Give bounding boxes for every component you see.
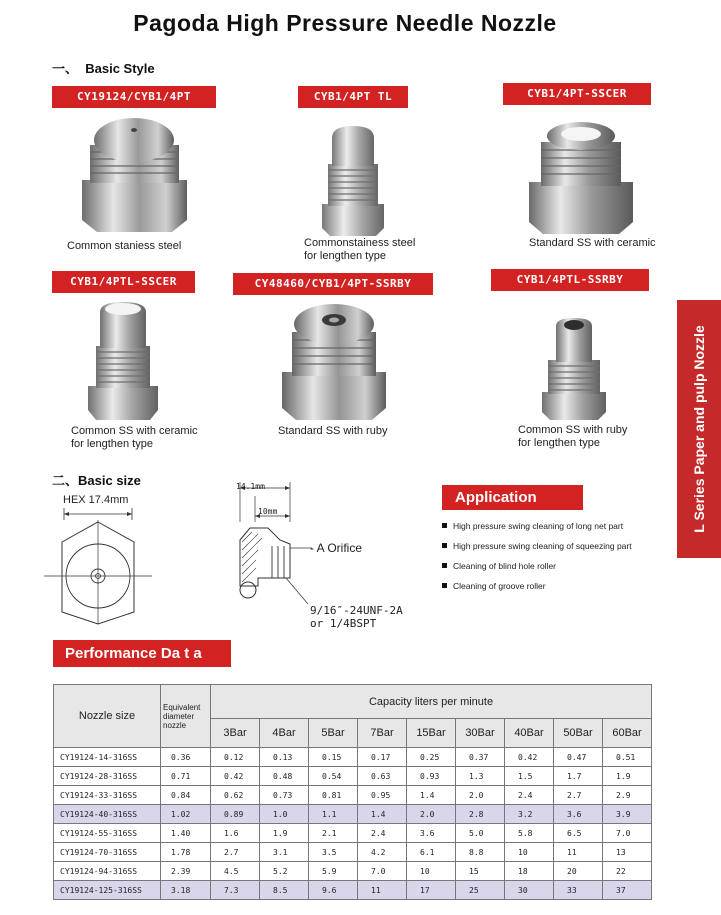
cell-capacity: 5.9 <box>309 862 358 881</box>
bullet-icon <box>442 583 447 588</box>
column-header-pressure: 40Bar <box>505 719 554 748</box>
section-number: 二、 <box>52 473 79 488</box>
product-label-3: CYB1/4PT-SSCER <box>503 83 651 105</box>
cell-diameter: 3.18 <box>161 881 211 900</box>
table-row <box>54 843 652 862</box>
cell-capacity: 1.9 <box>603 767 652 786</box>
product-image-4 <box>86 300 160 422</box>
cell-model: CY19124-40-316SS <box>54 805 161 824</box>
section-basic-size-header <box>52 470 141 489</box>
product-image-5 <box>278 298 390 423</box>
table-row <box>54 862 652 881</box>
column-header-pressure: 7Bar <box>358 719 407 748</box>
cell-capacity: 2.0 <box>407 805 456 824</box>
product-caption-2: Commonstainess steel for lengthen type <box>304 237 416 262</box>
cell-capacity: 5.8 <box>505 824 554 843</box>
cell-capacity: 37 <box>603 881 652 900</box>
cell-capacity: 1.4 <box>407 786 456 805</box>
cell-capacity: 0.12 <box>211 748 260 767</box>
cell-capacity: 1.1 <box>309 805 358 824</box>
section-basic-style-header <box>52 58 155 77</box>
column-header-pressure: 15Bar <box>407 719 456 748</box>
cell-capacity: 0.42 <box>505 748 554 767</box>
list-item: High pressure swing cleaning of squeezing part <box>442 541 677 551</box>
cell-capacity: 1.4 <box>358 805 407 824</box>
performance-header: Performance Da t a <box>53 640 231 667</box>
cell-capacity: 11 <box>358 881 407 900</box>
cell-capacity: 3.1 <box>260 843 309 862</box>
performance-table-body <box>54 748 652 900</box>
cell-diameter: 1.02 <box>161 805 211 824</box>
cell-capacity: 0.73 <box>260 786 309 805</box>
column-header-pressure: 3Bar <box>211 719 260 748</box>
cell-capacity: 0.37 <box>456 748 505 767</box>
cell-capacity: 22 <box>603 862 652 881</box>
section-title: Basic Style <box>85 61 155 76</box>
side-tab[interactable] <box>677 300 721 558</box>
product-label-5: CY48460/CYB1/4PT-SSRBY <box>233 273 433 295</box>
table-row <box>54 824 652 843</box>
cell-capacity: 30 <box>505 881 554 900</box>
column-header-diameter: Equivalent diameter nozzle <box>161 685 211 748</box>
cell-capacity: 0.17 <box>358 748 407 767</box>
product-caption-6: Common SS with ruby for lengthen type <box>518 424 628 449</box>
cell-capacity: 18 <box>505 862 554 881</box>
cell-capacity: 0.81 <box>309 786 358 805</box>
cell-capacity: 0.93 <box>407 767 456 786</box>
cell-capacity: 33 <box>554 881 603 900</box>
cell-capacity: 9.6 <box>309 881 358 900</box>
section-number: 一、 <box>52 61 79 76</box>
cell-capacity: 1.6 <box>211 824 260 843</box>
cell-capacity: 3.9 <box>603 805 652 824</box>
cell-capacity: 1.5 <box>505 767 554 786</box>
cell-model: CY19124-33-316SS <box>54 786 161 805</box>
product-caption-3: Standard SS with ceramic <box>529 237 656 249</box>
cell-capacity: 0.42 <box>211 767 260 786</box>
column-header-pressure: 30Bar <box>456 719 505 748</box>
cell-diameter: 1.78 <box>161 843 211 862</box>
cell-diameter: 2.39 <box>161 862 211 881</box>
column-header-pressure: 50Bar <box>554 719 603 748</box>
section-title: Basic size <box>78 473 141 488</box>
column-header-pressure: 5Bar <box>309 719 358 748</box>
bullet-icon <box>442 523 447 528</box>
column-header-pressure: 60Bar <box>603 719 652 748</box>
table-row <box>54 881 652 900</box>
cell-capacity: 7.3 <box>211 881 260 900</box>
table-row <box>54 767 652 786</box>
cell-capacity: 2.4 <box>505 786 554 805</box>
table-row <box>54 805 652 824</box>
cell-model: CY19124-125-316SS <box>54 881 161 900</box>
product-label-4: CYB1/4PTL-SSCER <box>52 271 195 293</box>
column-header-capacity: Capacity liters per minute <box>211 685 652 719</box>
product-caption-4: Common SS with ceramic for lengthen type <box>71 425 198 450</box>
hex-dimension-label: HEX 17.4mm <box>63 494 129 506</box>
product-image-2 <box>318 120 388 238</box>
cell-capacity: 2.7 <box>211 843 260 862</box>
cell-capacity: 2.1 <box>309 824 358 843</box>
cell-capacity: 3.5 <box>309 843 358 862</box>
cell-capacity: 0.63 <box>358 767 407 786</box>
cell-capacity: 7.0 <box>603 824 652 843</box>
page-title: Pagoda High Pressure Needle Nozzle <box>133 10 557 36</box>
cell-capacity: 2.7 <box>554 786 603 805</box>
cell-capacity: 3.6 <box>407 824 456 843</box>
hex-top-view-drawing <box>42 506 154 626</box>
dimension-outer-label: 14.1mm <box>236 482 265 491</box>
cell-capacity: 15 <box>456 862 505 881</box>
cell-model: CY19124-14-316SS <box>54 748 161 767</box>
column-header-model: Nozzle size <box>54 685 161 748</box>
product-caption-1: Common staniess steel <box>67 240 182 252</box>
cell-diameter: 0.71 <box>161 767 211 786</box>
cell-capacity: 5.0 <box>456 824 505 843</box>
cell-capacity: 10 <box>505 843 554 862</box>
cell-model: CY19124-55-316SS <box>54 824 161 843</box>
product-label-1: CY19124/CYB1/4PT <box>52 86 216 108</box>
bullet-icon <box>442 543 447 548</box>
cell-capacity: 6.5 <box>554 824 603 843</box>
cell-capacity: 0.95 <box>358 786 407 805</box>
cell-capacity: 0.54 <box>309 767 358 786</box>
cell-capacity: 6.1 <box>407 843 456 862</box>
cell-capacity: 0.51 <box>603 748 652 767</box>
cell-capacity: 1.3 <box>456 767 505 786</box>
cell-capacity: 0.48 <box>260 767 309 786</box>
side-section-drawing <box>228 478 318 608</box>
cell-capacity: 20 <box>554 862 603 881</box>
cell-model: CY19124-70-316SS <box>54 843 161 862</box>
product-image-3 <box>525 118 637 236</box>
list-item: Cleaning of blind hole roller <box>442 561 677 571</box>
product-label-6: CYB1/4PTL-SSRBY <box>491 269 649 291</box>
product-label-2: CYB1/4PT TL <box>298 86 408 108</box>
cell-capacity: 2.9 <box>603 786 652 805</box>
cell-capacity: 0.25 <box>407 748 456 767</box>
cell-capacity: 1.0 <box>260 805 309 824</box>
bullet-icon <box>442 563 447 568</box>
list-item: Cleaning of groove roller <box>442 581 677 591</box>
cell-capacity: 2.0 <box>456 786 505 805</box>
cell-capacity: 8.8 <box>456 843 505 862</box>
column-header-pressure: 4Bar <box>260 719 309 748</box>
cell-capacity: 17 <box>407 881 456 900</box>
cell-capacity: 4.2 <box>358 843 407 862</box>
cell-diameter: 0.36 <box>161 748 211 767</box>
cell-capacity: 0.62 <box>211 786 260 805</box>
cell-capacity: 0.13 <box>260 748 309 767</box>
cell-capacity: 0.89 <box>211 805 260 824</box>
list-item: High pressure swing cleaning of long net part <box>442 521 677 531</box>
cell-capacity: 2.8 <box>456 805 505 824</box>
application-list <box>442 521 677 601</box>
cell-capacity: 4.5 <box>211 862 260 881</box>
product-image-1 <box>72 110 197 235</box>
product-image-6 <box>538 316 610 422</box>
cell-capacity: 1.7 <box>554 767 603 786</box>
cell-capacity: 1.9 <box>260 824 309 843</box>
cell-capacity: 8.5 <box>260 881 309 900</box>
cell-model: CY19124-94-316SS <box>54 862 161 881</box>
cell-capacity: 0.47 <box>554 748 603 767</box>
cell-capacity: 13 <box>603 843 652 862</box>
cell-capacity: 7.0 <box>358 862 407 881</box>
cell-capacity: 0.15 <box>309 748 358 767</box>
cell-capacity: 5.2 <box>260 862 309 881</box>
cell-capacity: 3.6 <box>554 805 603 824</box>
performance-table <box>53 684 652 900</box>
cell-capacity: 2.4 <box>358 824 407 843</box>
table-row <box>54 786 652 805</box>
cell-diameter: 1.40 <box>161 824 211 843</box>
table-row <box>54 748 652 767</box>
application-header: Application <box>442 485 583 510</box>
cell-capacity: 25 <box>456 881 505 900</box>
orifice-label: - A Orifice <box>310 541 363 555</box>
cell-diameter: 0.84 <box>161 786 211 805</box>
cell-capacity: 3.2 <box>505 805 554 824</box>
product-caption-5: Standard SS with ruby <box>278 425 388 437</box>
cell-model: CY19124-28-316SS <box>54 767 161 786</box>
side-tab-label: L Series Paper and pulp Nozzle <box>691 325 707 533</box>
dimension-inner-label: 10mm <box>258 507 278 516</box>
thread-spec-label: 9/16″-24UNF-2A or 1/4BSPT <box>310 604 403 630</box>
cell-capacity: 10 <box>407 862 456 881</box>
cell-capacity: 11 <box>554 843 603 862</box>
